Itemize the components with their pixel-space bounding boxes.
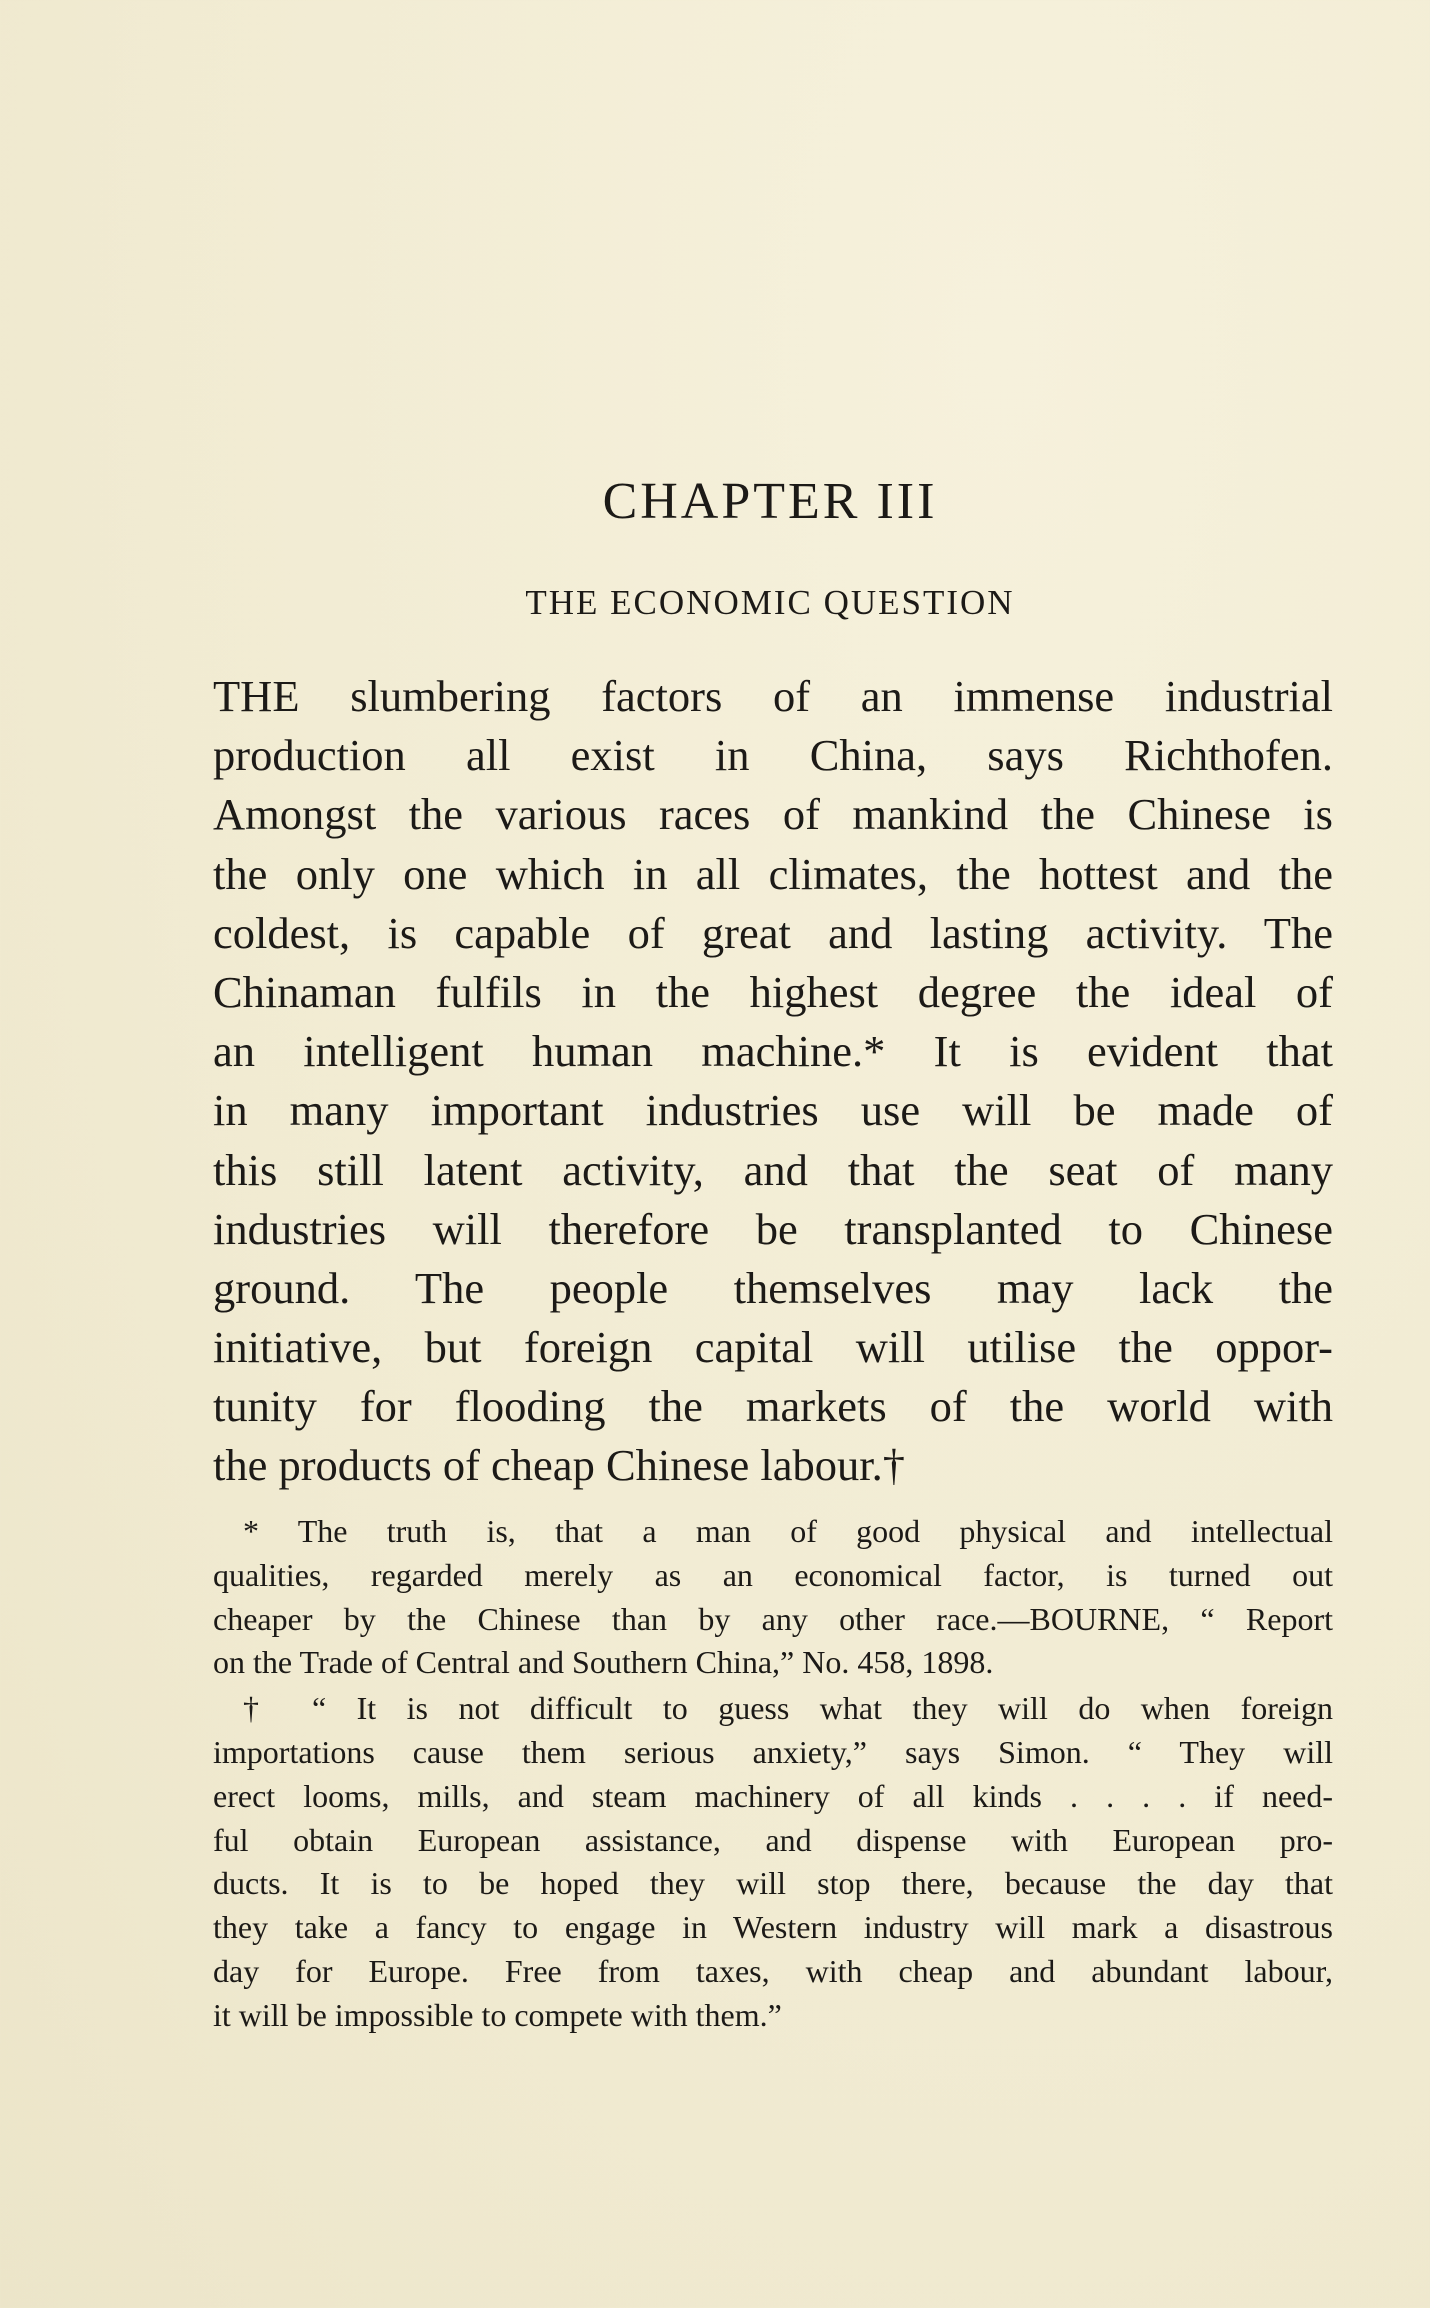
footnote-line: ful obtain European assistance, and dispense with European pro- <box>213 1821 1333 1858</box>
body-paragraph <box>213 667 1333 1496</box>
footnote-line: they take a fancy to engage in Western industry will mark a disastrous <box>213 1909 1333 1946</box>
body-line: an intelligent human machine.* It is evident that <box>213 1026 1333 1077</box>
body-line: Amongst the various races of mankind the Chinese is <box>213 789 1333 840</box>
body-line: industries will therefore be transplanted to Chinese <box>213 1203 1333 1254</box>
footnote-line: it will be impossible to compete with them.” <box>213 1996 782 2033</box>
body-line: in many important industries use will be made of <box>213 1085 1333 1136</box>
footnote-line: erect looms, mills, and steam machinery of all kinds . . . . if need- <box>213 1777 1333 1814</box>
body-line: ground. The people themselves may lack the <box>213 1262 1333 1313</box>
chapter-title: CHAPTER III <box>602 473 938 530</box>
footnote-line: day for Europe. Free from taxes, with cheap and abundant labour, <box>213 1952 1333 1989</box>
body-line: the products of cheap Chinese labour.† <box>213 1440 906 1491</box>
body-line: production all exist in China, says Richthofen. <box>213 730 1333 781</box>
body-line: this still latent activity, and that the seat of many <box>213 1144 1333 1195</box>
body-line: initiative, but foreign capital will utilise the oppor- <box>213 1322 1333 1373</box>
footnote-line: * The truth is, that a man of good physical and intellectual <box>243 1513 1333 1549</box>
body-line: Chinaman fulfils in the highest degree the ideal of <box>213 966 1333 1017</box>
footnote-line: cheaper by the Chinese than by any other race.—BOURNE, “ Report <box>213 1600 1333 1637</box>
footnote-line: † “ It is not difficult to guess what they will do when foreign <box>243 1690 1333 1727</box>
footnote-dagger <box>213 1687 1333 2037</box>
footnote-asterisk <box>213 1510 1333 1685</box>
body-line: coldest, is capable of great and lasting activity. The <box>213 907 1333 958</box>
footnote-line: qualities, regarded merely as an economical factor, is turned out <box>213 1556 1333 1593</box>
chapter-subtitle: THE ECONOMIC QUESTION <box>525 583 1015 622</box>
body-line: THE slumbering factors of an immense industrial <box>213 671 1333 721</box>
footnotes <box>213 1510 1333 2038</box>
body-line: the only one which in all climates, the hottest and the <box>213 848 1333 899</box>
body-line: tunity for flooding the markets of the world with <box>213 1381 1333 1432</box>
footnote-line: on the Trade of Central and Southern China,” No. 458, 1898. <box>213 1644 994 1681</box>
footnote-line: importations cause them serious anxiety,” says Simon. “ They will <box>213 1733 1333 1770</box>
footnote-line: ducts. It is to be hoped they will stop there, because the day that <box>213 1865 1333 1902</box>
